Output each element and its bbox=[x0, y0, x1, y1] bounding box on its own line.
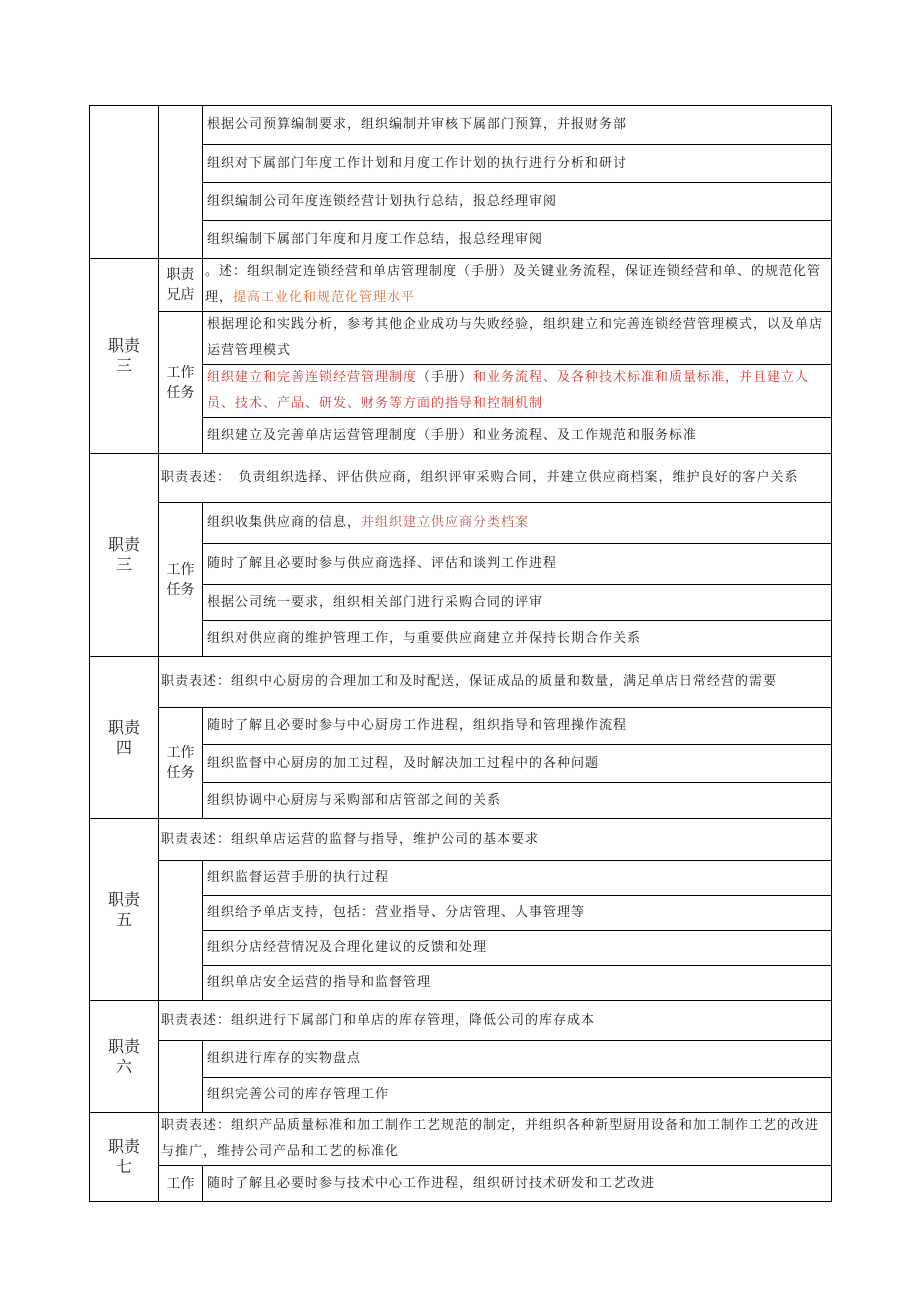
duty-label-cell bbox=[90, 819, 159, 1001]
table-row bbox=[90, 1166, 832, 1202]
task-cell bbox=[203, 365, 832, 418]
task-label: 工作任务 bbox=[166, 364, 195, 401]
duty-label-cell bbox=[90, 1113, 159, 1202]
task-text: （手册） bbox=[417, 370, 474, 385]
duty-label-cell bbox=[90, 454, 159, 657]
description-highlight: 提高工业化和规范化管理水平 bbox=[233, 290, 416, 305]
task-highlight: 和业务流程、及各种技术标准和质量标准，并且建立人员、技术、产品、研发、财务等方面的指导和控制机制 bbox=[207, 370, 810, 411]
task-cell: 随时了解且必要时参与技术中心工作进程，组织研讨技术研发和工艺改进 bbox=[203, 1166, 832, 1202]
duty-label: 职责三 bbox=[107, 336, 140, 375]
table-row bbox=[90, 503, 832, 544]
task-cell: 组织进行库存的实物盘点 bbox=[203, 1041, 832, 1078]
task-cell: 组织监督中心厨房的加工过程，及时解决加工过程中的各种问题 bbox=[203, 745, 832, 783]
task-cell: 根据公司统一要求，组织相关部门进行采购合同的评审 bbox=[203, 585, 832, 621]
duty-description: 职责表述：组织进行下属部门和单店的库存管理，降低公司的库存成本 bbox=[159, 1001, 832, 1041]
task-cell: 组织监督运营手册的执行过程 bbox=[203, 861, 832, 896]
task-cell: 组织编制下属部门年度和月度工作总结，报总经理审阅 bbox=[203, 221, 832, 259]
task-label: 工作任务 bbox=[166, 745, 195, 781]
task-cell: 组织建立及完善单店运营管理制度（手册）和业务流程、及工作规范和服务标准 bbox=[203, 418, 832, 454]
task-label: 工作任务 bbox=[166, 561, 195, 598]
task-cell: 随时了解且必要时参与中心厨房工作进程，组织指导和管理操作流程 bbox=[203, 708, 832, 745]
table-row bbox=[90, 861, 832, 896]
task-highlight: 组织建立和完善连锁经营管理制度 bbox=[207, 370, 418, 385]
duty-label: 职责六 bbox=[107, 1036, 140, 1076]
task-cell: 随时了解且必要时参与供应商选择、评估和谈判工作进程 bbox=[203, 544, 832, 585]
desc-label: 职责兄店 bbox=[166, 267, 195, 303]
task-label-cell bbox=[159, 503, 203, 657]
table-row bbox=[90, 1113, 832, 1166]
duty-description: 职责表述：组织产品质量标准和加工制作工艺规范的制定，并组织各种新型厨用设备和加工制作工艺的改进与推广，维持公司产品和工艺的标准化 bbox=[159, 1113, 832, 1166]
task-cell: 组织给予单店支持，包括：营业指导、分店管理、人事管理等 bbox=[203, 896, 832, 931]
duty-label-cell bbox=[90, 657, 159, 819]
table-row bbox=[90, 312, 832, 365]
duty-description: 职责表述：组织中心厨房的合理加工和及时配送，保证成品的质量和数量，满足单店日常经营的需要 bbox=[159, 657, 832, 708]
task-cell: 组织对供应商的维护管理工作，与重要供应商建立并保持长期合作关系 bbox=[203, 621, 832, 657]
table-row bbox=[90, 1041, 832, 1078]
task-cell: 根据理论和实践分析，参考其他企业成功与失败经验，组织建立和完善连锁经营管理模式，以及单店运营管理模式 bbox=[203, 312, 832, 365]
duty-description: 职责表述： 负责组织选择、评估供应商，组织评审采购合同，并建立供应商档案，维护良好的客户关系 bbox=[159, 454, 832, 503]
duty-description bbox=[203, 259, 832, 312]
table-row bbox=[90, 106, 832, 145]
task-cell: 组织对下属部门年度工作计划和月度工作计划的执行进行分析和研讨 bbox=[203, 145, 832, 183]
task-highlight: 并组织建立供应商分类档案 bbox=[361, 515, 530, 530]
responsibility-document bbox=[89, 105, 831, 1202]
table-row bbox=[90, 708, 832, 745]
task-label-cell bbox=[159, 1041, 203, 1113]
table-row bbox=[90, 819, 832, 861]
task-cell: 组织分店经营情况及合理化建议的反馈和处理 bbox=[203, 931, 832, 966]
task-cell: 组织编制公司年度连锁经营计划执行总结，报总经理审阅 bbox=[203, 183, 832, 221]
desc-label-cell bbox=[159, 259, 203, 312]
task-text: 组织收集供应商的信息， bbox=[207, 515, 362, 530]
duty-label-cell bbox=[90, 1001, 159, 1113]
task-cell: 根据公司预算编制要求，组织编制并审核下属部门预算，并报财务部 bbox=[203, 106, 832, 145]
task-label-cell bbox=[159, 312, 203, 454]
description-text: 。述：组织制定连锁经营和单店管理制度（手册）及关键业务流程，保证连锁经营和单、的规范化管理， bbox=[205, 264, 822, 305]
duty-label: 职责四 bbox=[107, 717, 140, 757]
duty-label-cell bbox=[90, 106, 159, 259]
responsibility-table bbox=[89, 105, 832, 1202]
duty-label: 职责三 bbox=[107, 535, 140, 574]
duty-label-cell bbox=[90, 259, 159, 454]
duty-label: 职责五 bbox=[107, 889, 140, 929]
table-row bbox=[90, 657, 832, 708]
task-cell: 组织完善公司的库存管理工作 bbox=[203, 1078, 832, 1113]
task-label-cell bbox=[159, 708, 203, 819]
table-row bbox=[90, 1001, 832, 1041]
task-cell bbox=[203, 503, 832, 544]
task-cell: 组织单店安全运营的指导和监督管理 bbox=[203, 966, 832, 1001]
table-row bbox=[90, 259, 832, 312]
task-label: 工作 bbox=[166, 1175, 195, 1192]
task-label-cell bbox=[159, 861, 203, 1001]
task-label-cell bbox=[159, 1166, 203, 1202]
task-label-cell bbox=[159, 106, 203, 259]
duty-description: 职责表述：组织单店运营的监督与指导，维护公司的基本要求 bbox=[159, 819, 832, 861]
table-row bbox=[90, 454, 832, 503]
duty-label: 职责七 bbox=[107, 1137, 140, 1176]
task-cell: 组织协调中心厨房与采购部和店管部之间的关系 bbox=[203, 783, 832, 819]
